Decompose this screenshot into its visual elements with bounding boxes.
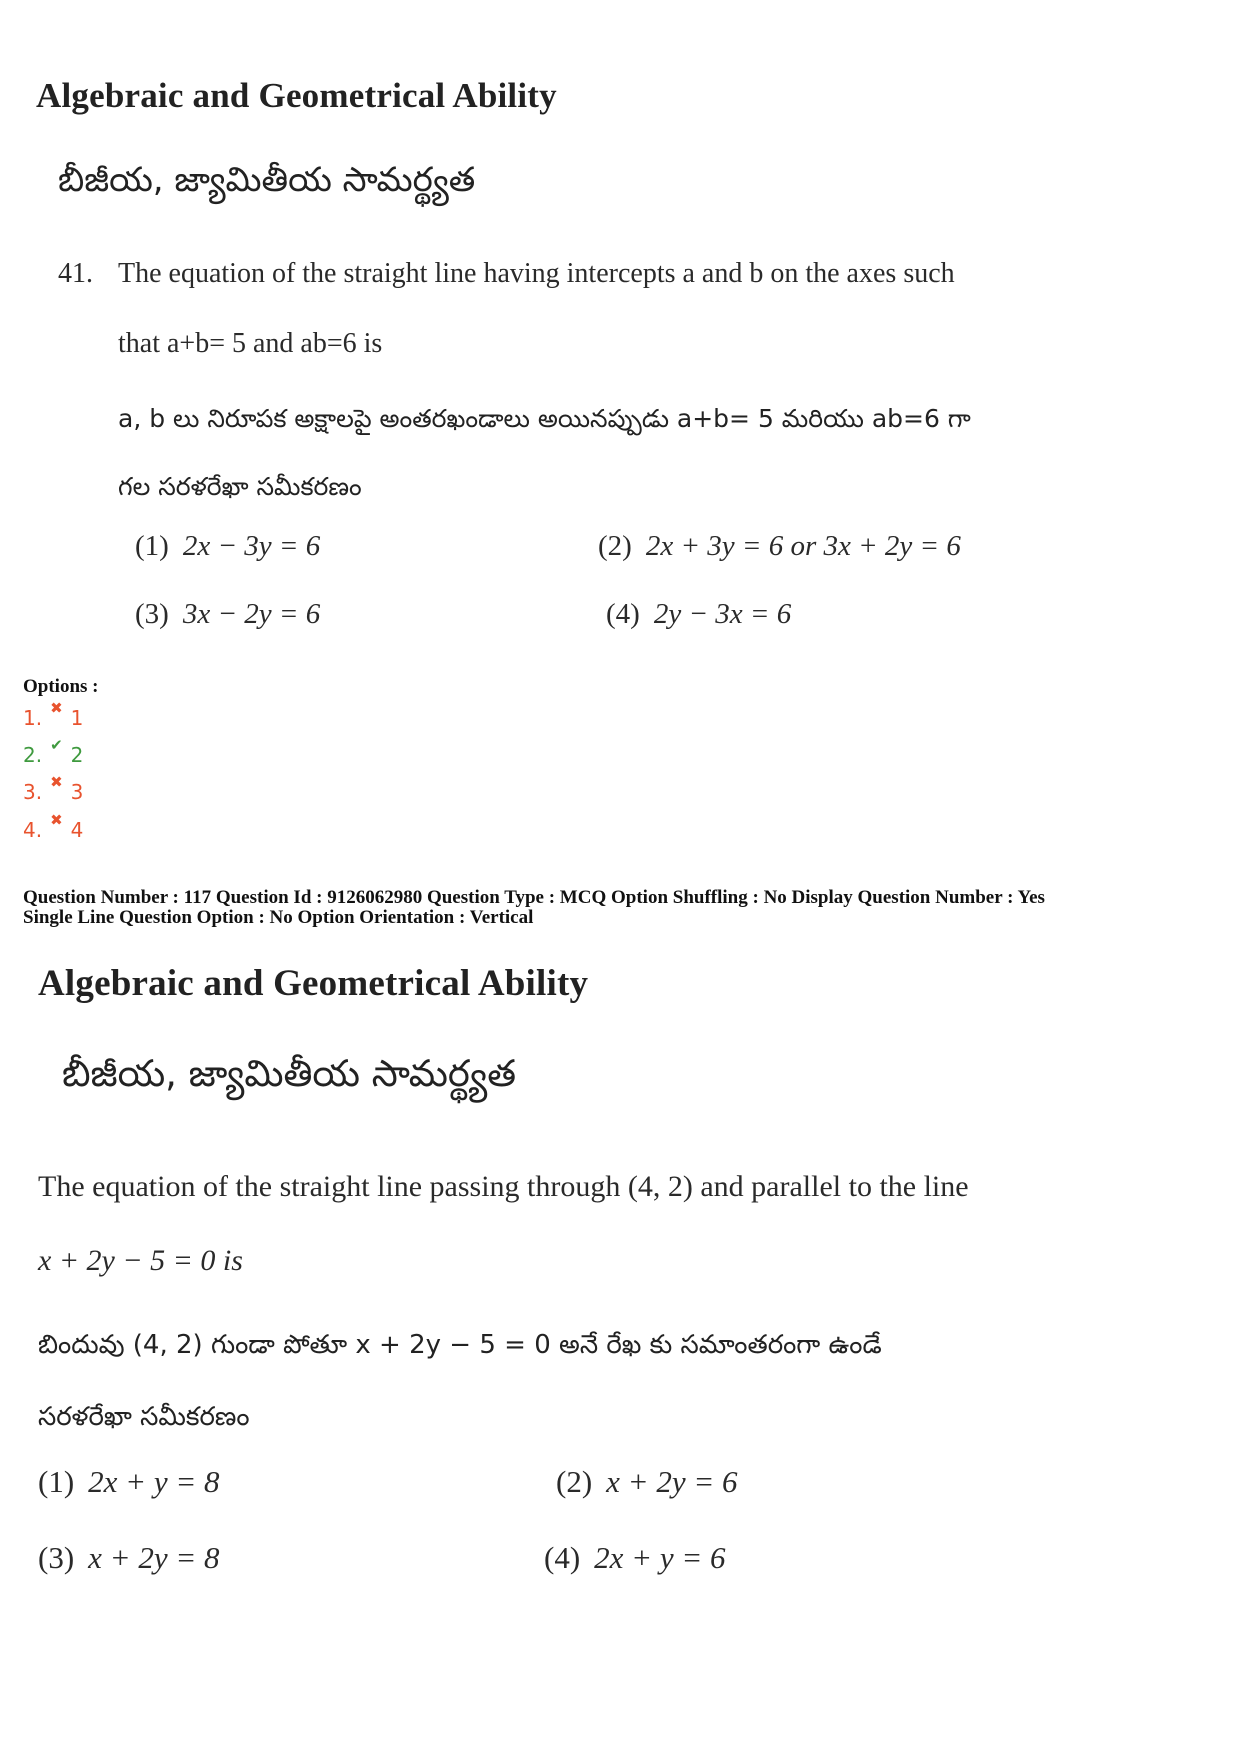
answer-index: 3.	[23, 780, 43, 804]
option-expression: 2x + 3y = 6 or 3x + 2y = 6	[645, 530, 961, 562]
wrong-icon: ✖	[50, 773, 63, 791]
answer-value: 4	[70, 818, 84, 842]
question-number: 41.	[58, 258, 93, 289]
question-text-te-line2: గల సరళరేఖా సమీకరణం	[118, 472, 362, 501]
question-meta-line2: Single Line Question Option : No Option Orientation : Vertical	[23, 907, 534, 928]
option-number: (2)	[556, 1464, 593, 1499]
option-expression: 2x − 3y = 6	[182, 530, 321, 562]
section-title: Algebraic and Geometrical Ability	[38, 963, 589, 1004]
option-number: (4)	[544, 1540, 581, 1575]
answer-index: 4.	[23, 818, 43, 842]
answer-value: 1	[70, 706, 84, 730]
question-option-3	[38, 1540, 220, 1576]
correct-check-icon: ✔	[50, 736, 63, 754]
answer-value: 2	[70, 743, 84, 767]
section-title-telugu: బీజీయ, జ్యామితీయ సామర్థ్యత	[62, 1052, 517, 1095]
option-number: (1)	[38, 1464, 75, 1499]
answer-option-3	[23, 773, 84, 804]
question-option-1	[38, 1464, 220, 1500]
question-text-te-line2: సరళరేఖా సమీకరణం	[38, 1402, 250, 1432]
question-text-en-line1: The equation of the straight line passing through (4, 2) and parallel to the line	[38, 1170, 969, 1203]
wrong-icon: ✖	[50, 699, 63, 717]
question-text-en-line2: that a+b= 5 and ab=6 is	[118, 328, 383, 359]
wrong-icon: ✖	[50, 811, 63, 829]
option-number: (1)	[135, 530, 169, 562]
question-option-1	[135, 530, 320, 563]
question-text-te-line1: బిందువు (4, 2) గుండా పోతూ x + 2y − 5 = 0 అనే రేఖ కు సమాంతరంగా ఉండే	[38, 1330, 882, 1360]
question-text-te-line1: a, b లు నిరూపక అక్షాలపై అంతరఖండాలు అయినప్పుడు a+b= 5 మరియు ab=6 గా	[118, 404, 971, 433]
question-option-4	[544, 1540, 726, 1576]
option-number: (2)	[598, 530, 632, 562]
answer-option-1	[23, 699, 84, 730]
answer-index: 1.	[23, 706, 43, 730]
answer-value: 3	[70, 780, 84, 804]
options-heading: Options :	[23, 676, 99, 697]
section-title: Algebraic and Geometrical Ability	[36, 76, 557, 115]
section-title-telugu: బీజీయ, జ్యామితీయ సామర్థ్యత	[58, 160, 476, 200]
option-number: (3)	[135, 598, 169, 630]
option-number: (4)	[606, 598, 640, 630]
answer-option-4	[23, 811, 84, 842]
option-number: (3)	[38, 1540, 75, 1575]
question-meta-line1: Question Number : 117 Question Id : 9126062980 Question Type : MCQ Option Shuffling : No Display Question Number : Yes	[23, 887, 1045, 908]
option-expression: x + 2y = 8	[88, 1540, 220, 1575]
answer-index: 2.	[23, 743, 43, 767]
question-option-3	[135, 598, 320, 631]
question-text-en-line2: x + 2y − 5 = 0 is	[38, 1244, 243, 1277]
option-expression: 2x + y = 6	[594, 1540, 726, 1575]
option-expression: 2y − 3x = 6	[653, 598, 792, 630]
question-option-2	[598, 530, 961, 563]
option-expression: 3x − 2y = 6	[182, 598, 321, 630]
option-expression: x + 2y = 6	[606, 1464, 738, 1499]
answer-option-2	[23, 736, 84, 767]
question-text-en-line1: The equation of the straight line having intercepts a and b on the axes such	[118, 258, 955, 289]
question-option-2	[556, 1464, 738, 1500]
question-option-4	[606, 598, 791, 631]
option-expression: 2x + y = 8	[88, 1464, 220, 1499]
